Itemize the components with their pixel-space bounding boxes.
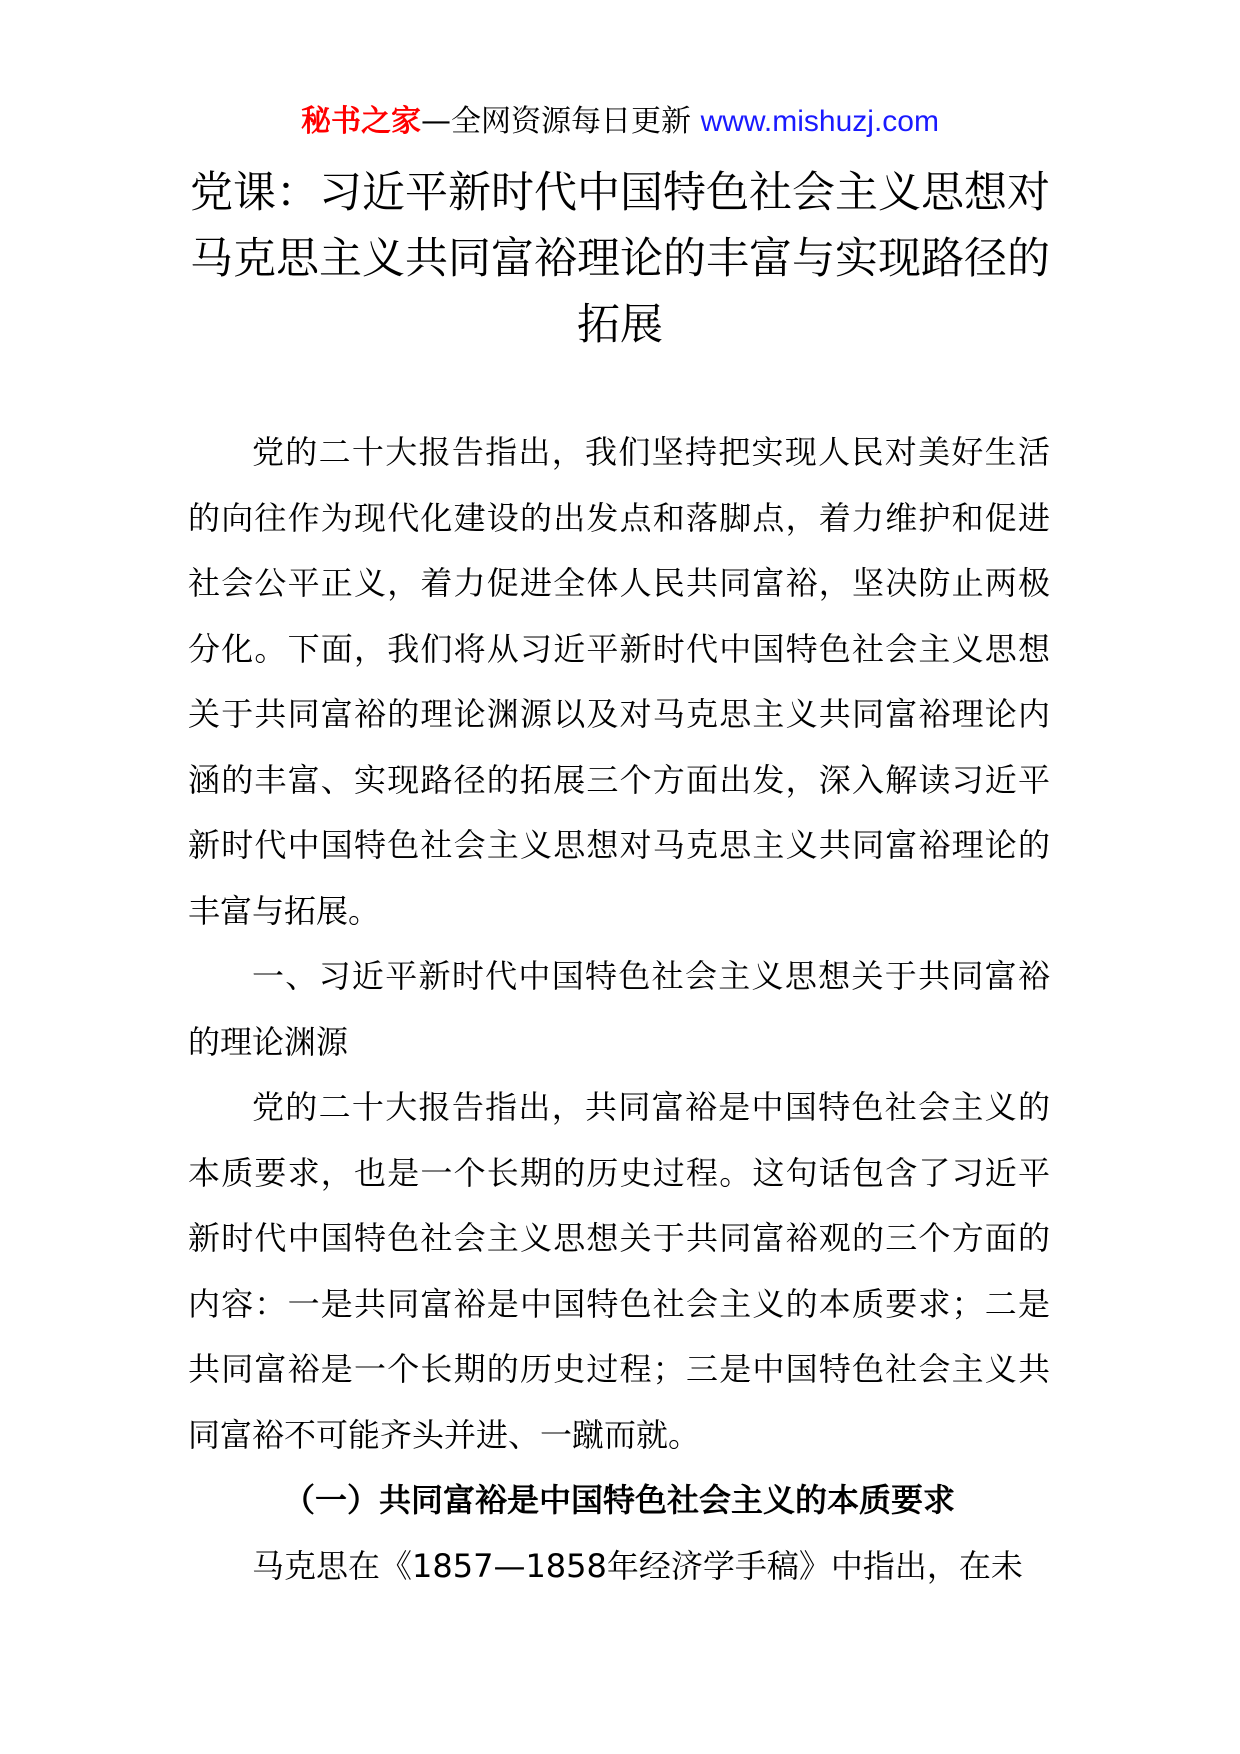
brand-name: 秘书之家: [301, 104, 422, 139]
site-header: [0, 100, 1240, 144]
site-url-link[interactable]: www.mishuzj.com: [700, 105, 939, 138]
paragraph-section-1: 党的二十大报告指出，共同富裕是中国特色社会主义的本质要求，也是一个长期的历史过程。这句话包含了习近平新时代中国特色社会主义思想关于共同富裕观的三个方面的内容：一是共同富裕是中国特色社会主义的本质要求；二是共同富裕是一个长期的历史过程；三是中国特色社会主义共同富裕不可能齐头并进、一蹴而就。: [188, 1088, 1050, 1454]
paragraph-subsection-1: 马克思在《1857—1858年经济学手稿》中指出，在未: [252, 1546, 1023, 1585]
subsection-heading-1: （一）共同富裕是中国特色社会主义的本质要求: [282, 1481, 955, 1519]
paragraph-intro: 党的二十大报告指出，我们坚持把实现人民对美好生活的向往作为现代化建设的出发点和落脚点，着力维护和促进社会公平正义，着力促进全体人民共同富裕，坚决防止两极分化。下面，我们将从习近平新时代中国特色社会主义思想关于共同富裕的理论渊源以及对马克思主义共同富裕理论内涵的丰富、实现路径的拓展三个方面出发，深入解读习近平新时代中国特色社会主义思想对马克思主义共同富裕理论的丰富与拓展。: [188, 433, 1050, 930]
section-heading-1: 一、习近平新时代中国特色社会主义思想关于共同富裕的理论渊源: [188, 957, 1050, 1061]
document-title: 党课：习近平新时代中国特色社会主义思想对马克思主义共同富裕理论的丰富与实现路径的拓展: [190, 168, 1050, 350]
document-body: [188, 420, 1050, 1599]
header-slogan: —全网资源每日更新: [421, 104, 701, 139]
